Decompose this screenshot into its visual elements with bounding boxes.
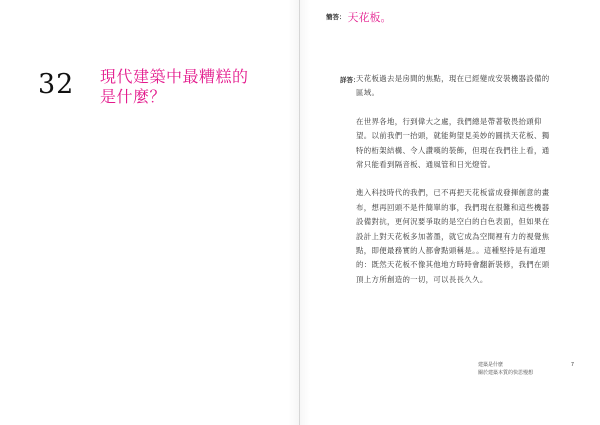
text-line: 點，即便最務實的人都會點頭稱是。。這種堅持是有道理 — [356, 246, 546, 256]
text-line: 特的桁架結構、令人讚嘆的裝飾，但現在我們往上看，通 — [356, 145, 550, 155]
page-gutter — [299, 0, 300, 425]
chapter-title-line: 是什麼？ — [100, 87, 167, 106]
text-line: 設備對抗，更何況要爭取的是空白的白色表面，但如果在 — [356, 217, 550, 227]
text-line: 在世界各地，行到偉大之處，我們總是帶著敬畏抬頭仰 — [356, 116, 542, 126]
detailed-answer-body — [356, 72, 566, 301]
chapter-title — [100, 67, 290, 107]
short-answer-value: 天花板。 — [347, 10, 392, 24]
text-line: 區域。 — [356, 88, 380, 98]
paragraph — [356, 115, 566, 173]
page-footer — [478, 361, 574, 377]
text-line: 的：既然天花板不像其他地方時時會翻新裝修，我們在頭 — [356, 260, 550, 270]
chapter-title-line: 現代建築中最糟糕的 — [100, 67, 249, 86]
text-line: 布，想再回頭不是件簡單的事，我們現在很難和這些機器 — [356, 202, 550, 212]
text-line: 天花板過去是房間的焦點，現在已經變成安裝機器設備的 — [356, 74, 550, 83]
page-number: 7 — [570, 362, 574, 368]
text-line: 望。以前我們一抬頭，就能夠望見美妙的圓拱天花板、獨 — [356, 131, 550, 141]
text-line: 設計上對天花板多加著墨，就它成為空間裡有力的視覺焦 — [356, 231, 550, 241]
running-subtitle: 關於建築本質的快思慢想 — [478, 370, 534, 376]
detailed-answer-label: 詳答： — [340, 76, 360, 84]
text-line: 頂上方所創造的一切，可以長長久久。 — [356, 274, 488, 284]
short-answer-label: 簡答： — [326, 13, 346, 21]
paragraph — [356, 186, 566, 287]
running-title: 建築是什麼 — [478, 362, 504, 368]
short-answer — [326, 6, 392, 25]
text-line: 常只能看到隔音板、通風管和日光燈管。 — [356, 160, 496, 170]
text-line: 進入科技時代的我們，已不再把天花板當成發揮創意的畫 — [356, 188, 550, 198]
paragraph — [356, 72, 566, 101]
chapter-number: 32 — [38, 69, 75, 100]
